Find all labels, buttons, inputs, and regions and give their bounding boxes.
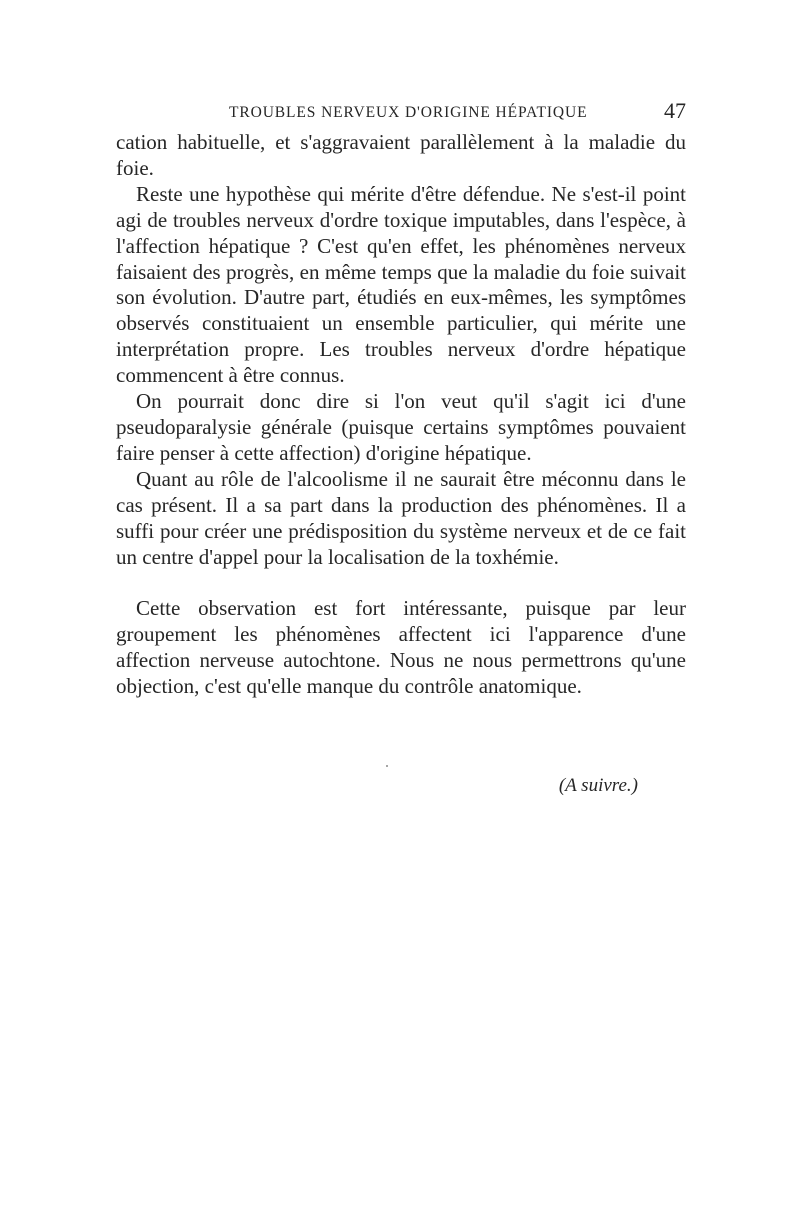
running-head [116,98,686,124]
paragraph-alcoholism: Quant au rôle de l'alcoolisme il ne saurait être méconnu dans le cas présent. Il a sa part dans la production des phénomènes. Il a suffi pour créer une prédisposition du système nerveux et de ce fait un centre d'appel pour la localisation de la toxhémie. [116,466,686,569]
to-be-continued-note: (A suivre.) [558,775,638,796]
ink-speck [386,765,388,767]
paragraph-pseudo-paralysis: On pourrait donc dire si l'on veut qu'il s'agit ici d'une pseudoparalysie générale (puisque certains symptômes pouvaient faire penser à cette affection) d'origine hépatique. [116,389,686,465]
body-text [116,130,686,700]
paragraph-observation: Cette observation est fort intéressante, puisque par leur groupement les phénomènes affectent ici l'apparence d'une affection nerveuse autochtone. Nous ne nous permettrons qu'une objection, c'est qu'elle manque du contrôle anatomique. [116,596,686,699]
paragraph-hypothesis: Reste une hypothèse qui mérite d'être défendue. Ne s'est-il point agi de troubles nerveux d'ordre toxique imputables, dans l'espèce, à l'affection hépatique ? C'est qu'en effet, les phénomènes nerveux faisaient des progrès, en même temps que la maladie du foie suivait son évolution. D'autre part, étudiés en eux-mêmes, les symptômes observés constituaient un ensemble particulier, qui mérite une interprétation propre. Les troubles nerveux d'ordre hépatique commencent à être connus. [116,181,686,388]
page-number: 47 [664,98,686,123]
paragraph-continuation: cation habituelle, et s'aggravaient parallèlement à la maladie du foie. [116,130,686,180]
running-title: TROUBLES NERVEUX D'ORIGINE HÉPATIQUE [229,104,588,121]
